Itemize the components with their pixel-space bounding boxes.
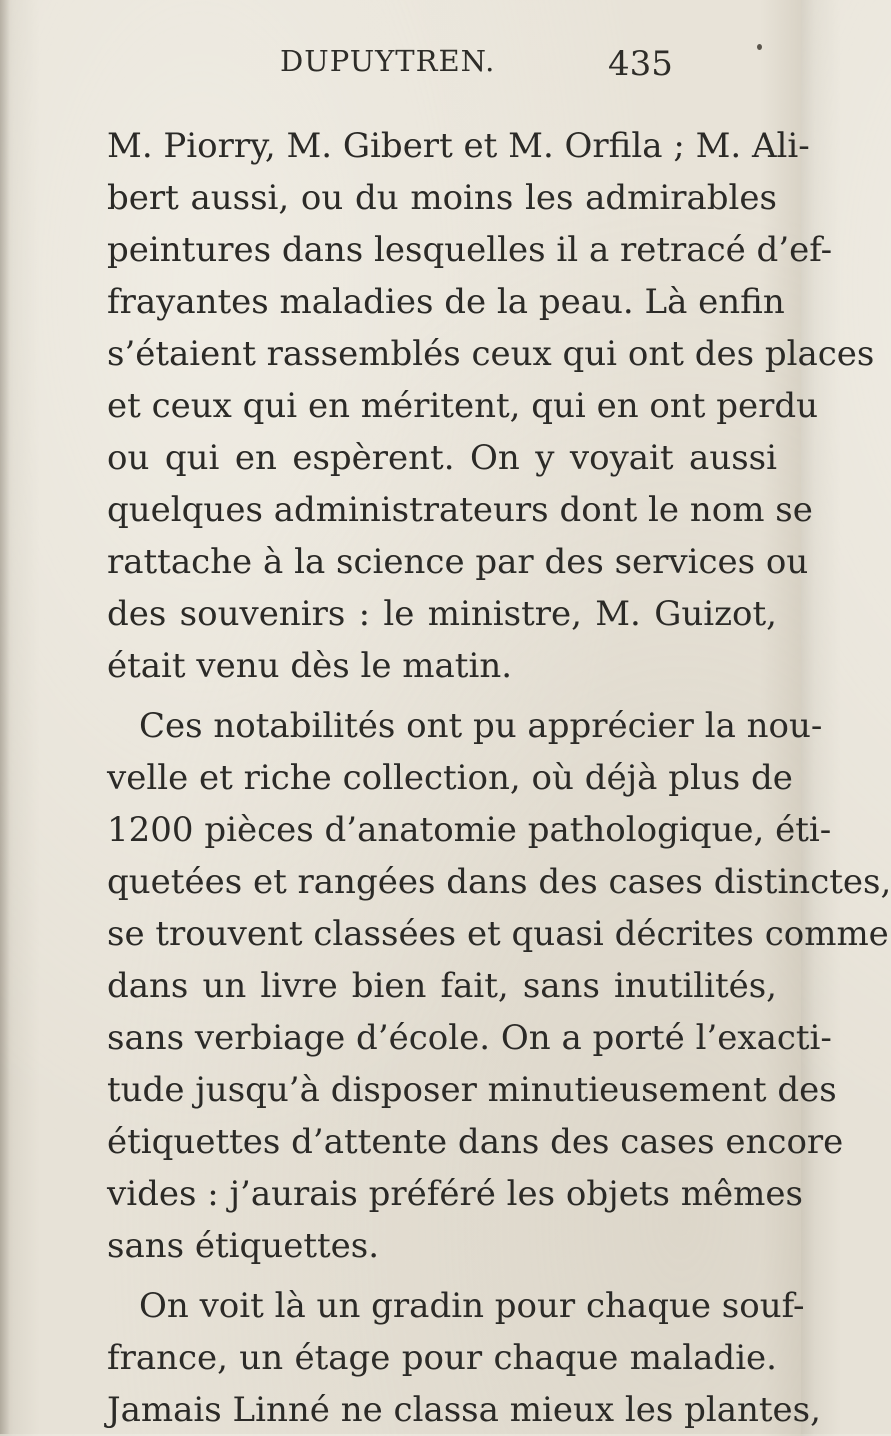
page-number: 435 [608,44,673,84]
text-line: Jamais Linné ne classa mieux les plantes, [107,1390,821,1430]
text-line: s’étaient rassemblés ceux qui ont des places [107,334,875,374]
text-line: étiquettes d’attente dans des cases encore [107,1122,844,1162]
text-line: rattache à la science par des services ou [107,542,809,582]
text-line: On voit là un gradin pour chaque souf- [139,1286,805,1326]
text-line: ou qui en espèrent. On y voyait aussi [107,438,777,478]
page-edge-shadow [0,0,10,1434]
running-head [0,40,801,100]
text-line: frayantes maladies de la peau. Là enfin [107,282,785,322]
text-line: et ceux qui en méritent, qui en ont perdu [107,386,819,426]
text-line: dans un livre bien fait, sans inutilités, [107,966,777,1006]
paragraph-gap [107,1272,777,1280]
text-line: quetées et rangées dans des cases distinctes, [107,862,891,902]
body-text [107,120,891,1436]
text-line: vides : j’aurais préféré les objets mêmes [107,1174,803,1214]
text-line: tude jusqu’à disposer minutieusement des [107,1070,837,1110]
text-line: sans étiquettes. [107,1226,380,1266]
text-line: peintures dans lesquelles il a retracé d’ef- [107,230,833,270]
text-line: bert aussi, ou du moins les admirables [107,178,777,218]
running-head-title: DUPUYTREN. [280,44,496,78]
text-line: sans verbiage d’école. On a porté l’exacti- [107,1018,832,1058]
text-line: des souvenirs : le ministre, M. Guizot, [107,594,777,634]
text-line: quelques administrateurs dont le nom se [107,490,813,530]
text-line: M. Piorry, M. Gibert et M. Orfila ; M. Ali- [107,126,810,166]
paragraph-gap [107,692,777,700]
text-line: 1200 pièces d’anatomie pathologique, éti- [107,810,832,850]
text-line: Ces notabilités ont pu apprécier la nou- [139,706,823,746]
text-line: se trouvent classées et quasi décrites comme [107,914,889,954]
text-line: était venu dès le matin. [107,646,513,686]
text-line: velle et riche collection, où déjà plus de [107,758,793,798]
text-line: france, un étage pour chaque maladie. [107,1338,777,1378]
